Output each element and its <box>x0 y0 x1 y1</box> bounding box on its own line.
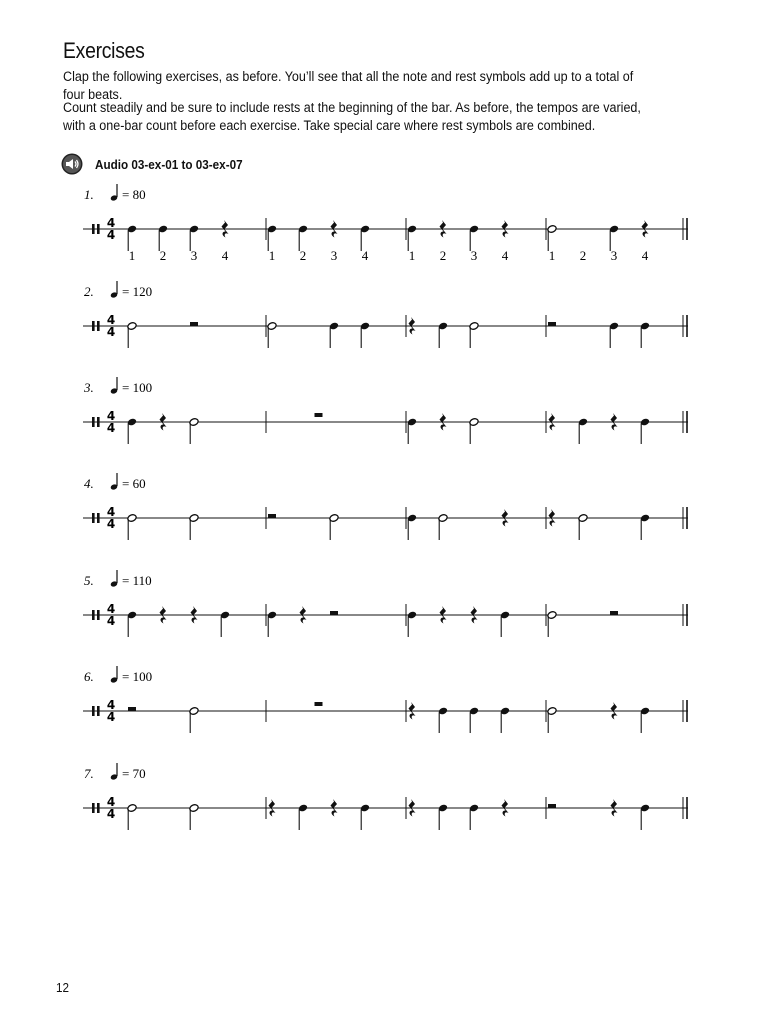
time-signature-bottom: 4 <box>106 517 116 531</box>
tempo-marking: = 110 <box>122 573 152 588</box>
half-rest <box>330 611 338 615</box>
half-rest <box>128 707 136 711</box>
time-signature-bottom: 4 <box>106 421 116 435</box>
count-label: 3 <box>470 248 478 263</box>
exercise-number: 3. <box>84 380 94 395</box>
audio-label: Audio 03-ex-01 to 03-ex-07 <box>95 156 243 172</box>
time-signature-bottom: 4 <box>106 710 116 724</box>
exercise-1 <box>83 184 688 263</box>
half-rest <box>548 322 556 326</box>
exercise-number: 7. <box>84 766 94 781</box>
half-rest <box>190 322 198 326</box>
half-rest <box>548 804 556 808</box>
percussion-clef <box>92 513 95 523</box>
count-label: 1 <box>548 248 556 263</box>
percussion-clef <box>92 417 95 427</box>
time-signature-top: 4 <box>106 313 116 327</box>
count-label: 4 <box>641 248 649 263</box>
tempo-marking: = 120 <box>122 284 153 299</box>
whole-rest <box>315 413 323 417</box>
exercise-6 <box>83 666 688 733</box>
count-label: 2 <box>439 248 447 263</box>
time-signature-top: 4 <box>106 602 116 616</box>
exercise-number: 6. <box>84 669 94 684</box>
tempo-marking: = 100 <box>122 669 153 684</box>
percussion-clef <box>92 610 95 620</box>
time-signature-bottom: 4 <box>106 614 116 628</box>
count-label: 2 <box>299 248 307 263</box>
count-label: 3 <box>190 248 198 263</box>
time-signature-bottom: 4 <box>106 325 116 339</box>
tempo-marking: = 100 <box>122 380 153 395</box>
percussion-clef <box>97 803 100 813</box>
exercise-4 <box>83 473 688 540</box>
count-label: 4 <box>221 248 229 263</box>
time-signature-bottom: 4 <box>106 228 116 242</box>
count-label: 1 <box>128 248 136 263</box>
count-label: 2 <box>159 248 167 263</box>
count-label: 1 <box>268 248 276 263</box>
percussion-clef <box>92 321 95 331</box>
exercise-number: 1. <box>84 187 94 202</box>
time-signature-top: 4 <box>106 216 116 230</box>
exercise-number: 5. <box>84 573 94 588</box>
exercise-number: 2. <box>84 284 94 299</box>
percussion-clef <box>92 224 95 234</box>
exercise-7 <box>83 763 688 830</box>
count-label: 4 <box>501 248 509 263</box>
exercise-3 <box>83 377 688 444</box>
percussion-clef <box>92 706 95 716</box>
percussion-clef <box>97 513 100 523</box>
page-number: 12 <box>56 980 70 995</box>
exercise-number: 4. <box>84 476 94 491</box>
count-label: 4 <box>361 248 369 263</box>
exercise-5 <box>83 570 688 637</box>
percussion-clef <box>97 706 100 716</box>
exercise-2 <box>83 281 688 348</box>
percussion-clef <box>97 321 100 331</box>
percussion-clef <box>92 803 95 813</box>
count-label: 3 <box>330 248 338 263</box>
percussion-clef <box>97 224 100 234</box>
time-signature-bottom: 4 <box>106 807 116 821</box>
half-rest <box>610 611 618 615</box>
half-rest <box>268 514 276 518</box>
whole-rest <box>315 702 323 706</box>
count-label: 3 <box>610 248 618 263</box>
count-label: 1 <box>408 248 416 263</box>
tempo-marking: = 80 <box>122 187 146 202</box>
time-signature-top: 4 <box>106 698 116 712</box>
instructions-paragraph: Count steadily and be sure to include rests at the beginning of the bar. As before, the tempos are varied, with a one-bar count before each exercise. Take special care where rest symbols are combined. <box>63 100 641 133</box>
percussion-clef <box>97 610 100 620</box>
intro-paragraph: Clap the following exercises, as before. You’ll see that all the note and rest symbols add up to a total of four beats. <box>63 69 634 102</box>
tempo-marking: = 60 <box>122 476 146 491</box>
tempo-marking: = 70 <box>122 766 146 781</box>
page-heading: Exercises <box>63 38 145 63</box>
time-signature-top: 4 <box>106 409 116 423</box>
time-signature-top: 4 <box>106 795 116 809</box>
count-label: 2 <box>579 248 587 263</box>
time-signature-top: 4 <box>106 505 116 519</box>
percussion-clef <box>97 417 100 427</box>
